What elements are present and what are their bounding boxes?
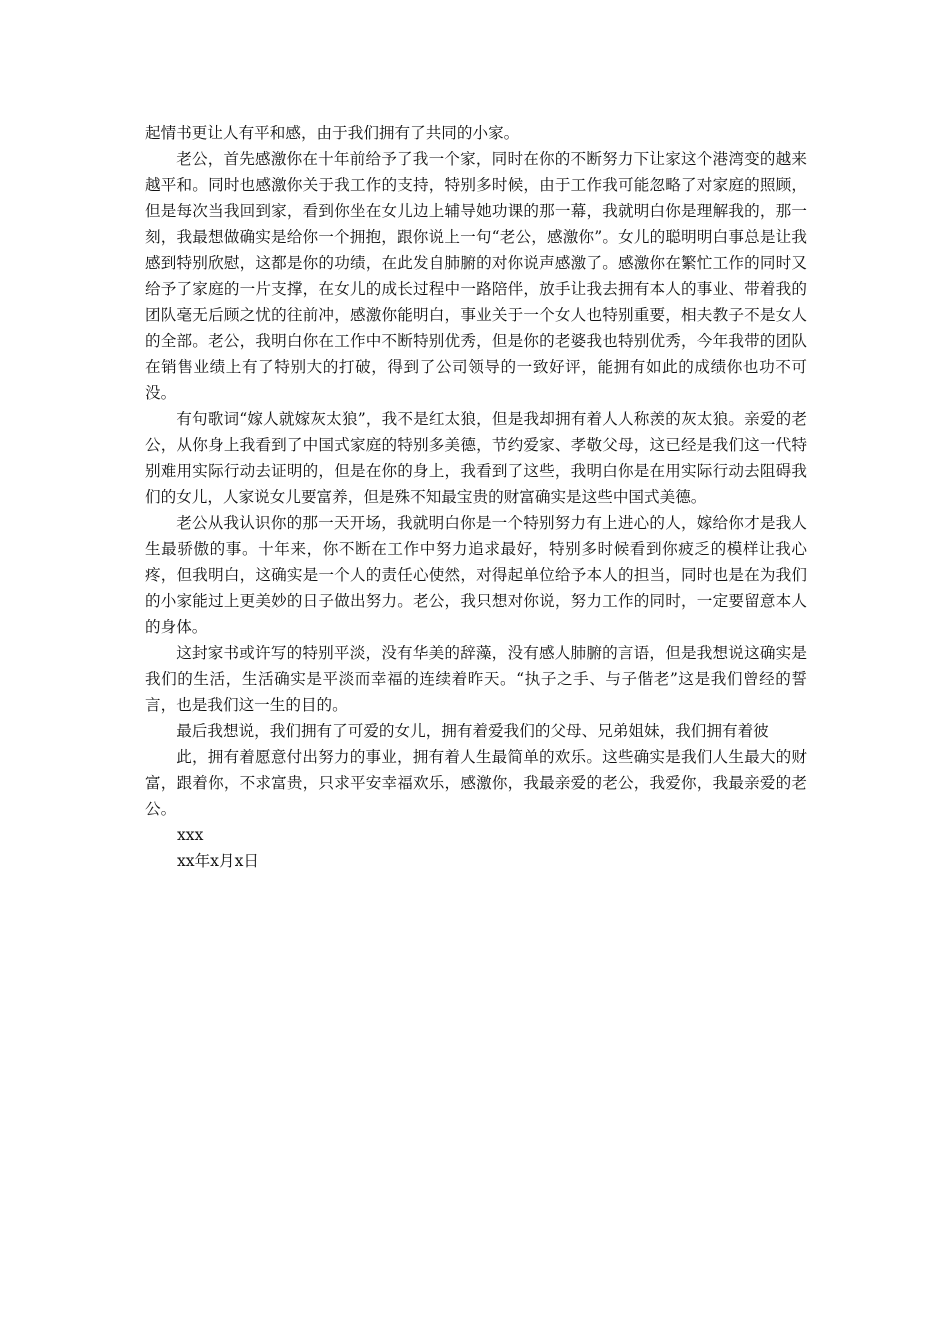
- letter-paragraph: 老公，首先感激你在十年前给予了我一个家，同时在你的不断努力下让家这个港湾变的越来越平和。同时也感激你关于我工作的支持，特别多时候，由于工作我可能忽略了对家庭的照顾，但是每次当我回到家，看到你坐在女儿边上辅导她功课的那一幕，我就明白你是理解我的，那一刻，我最想做确实是给你一个拥抱，跟你说上一句“老公，感激你”。女儿的聪明明白事总是让我感到特别欣慰，这都是你的功绩，在此发自肺腑的对你说声感激了。感激你在繁忙工作的同时又给予了家庭的一片支撑，在女儿的成长过程中一路陪伴，放手让我去拥有本人的事业、带着我的团队毫无后顾之忧的往前冲，感激你能明白，事业关于一个女人也特别重要，相夫教子不是女人的全部。老公，我明白你在工作中不断特别优秀，但是你的老婆我也特别优秀，今年我带的团队在销售业绩上有了特别大的打破，得到了公司领导的一致好评，能拥有如此的成绩你也功不可没。: [145, 150, 807, 402]
- letter-paragraph: 这封家书或许写的特别平淡，没有华美的辞藻，没有感人肺腑的言语，但是我想说这确实是我们的生活，生活确实是平淡而幸福的连续着昨天。“执子之手、与子偕老”这是我们曾经的誓言，也是我们这一生的目的。: [145, 644, 807, 714]
- letter-paragraph: 最后我想说，我们拥有了可爱的女儿，拥有着爱我们的父母、兄弟姐妹，我们拥有着彼: [176, 722, 769, 740]
- letter-paragraph: 老公从我认识你的那一天开场，我就明白你是一个特别努力有上进心的人，嫁给你才是我人生最骄傲的事。十年来，你不断在工作中努力追求最好，特别多时候看到你疲乏的模样让我心疼，但我明白，这确实是一个人的责任心使然，对得起单位给予本人的担当，同时也是在为我们的小家能过上更美妙的日子做出努力。老公，我只想对你说，努力工作的同时，一定要留意本人的身体。: [145, 514, 807, 636]
- signature-name: xxx: [177, 826, 204, 844]
- letter-paragraph: 有句歌词“嫁人就嫁灰太狼”，我不是红太狼，但是我却拥有着人人称羡的灰太狼。亲爱的老公，从你身上我看到了中国式家庭的特别多美德，节约爱家、孝敬父母，这已经是我们这一代特别难用实际行动去证明的，但是在你的身上，我看到了这些，我明白你是在用实际行动去阻碍我们的女儿，人家说女儿要富养，但是殊不知最宝贵的财富确实是这些中国式美德。: [145, 410, 807, 506]
- letter-paragraph: 此，拥有着愿意付出努力的事业，拥有着人生最简单的欢乐。这些确实是我们人生最大的财富，跟着你，不求富贵，只求平安幸福欢乐，感激你，我最亲爱的老公，我爱你，我最亲爱的老公。: [145, 748, 807, 818]
- letter-paragraph: 起情书更让人有平和感，由于我们拥有了共同的小家。: [145, 124, 520, 142]
- signature-date: xx年x月x日: [177, 852, 259, 870]
- letter-page: [145, 120, 807, 874]
